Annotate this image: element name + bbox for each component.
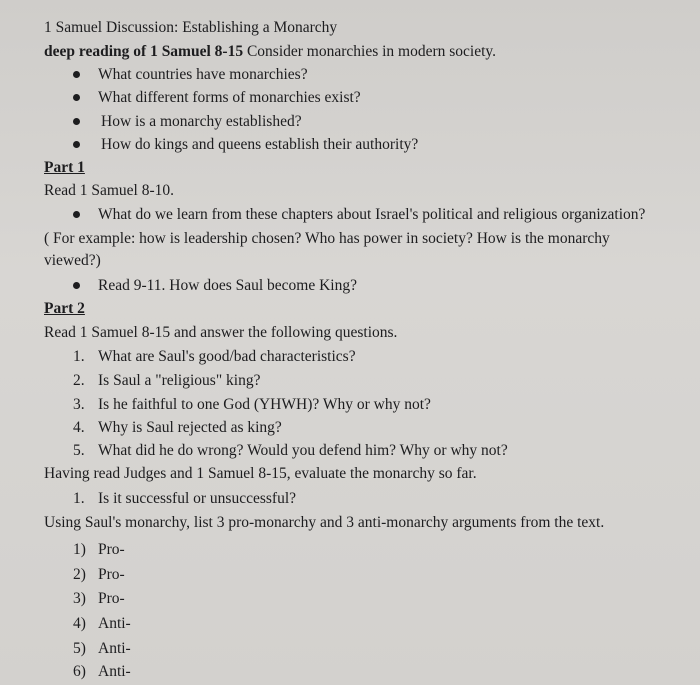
intro-line [44, 42, 496, 62]
bullet-icon [73, 118, 80, 125]
argument-number: 1) [73, 541, 86, 558]
argument-number: 5) [73, 640, 86, 657]
argument-item: Anti- [98, 640, 131, 657]
question-text: Is it successful or unsuccessful? [98, 490, 297, 507]
intro-bullet: How do kings and queens establish their authority? [101, 136, 419, 153]
part1-instruction: Read 1 Samuel 8-10. [44, 182, 175, 199]
intro-bullet: What countries have monarchies? [98, 66, 308, 83]
argument-item: Pro- [98, 566, 125, 583]
argument-item: Pro- [98, 590, 125, 607]
part1-bullet: What do we learn from these chapters about Israel's political and religious organization? [98, 206, 646, 223]
part1-example: ( For example: how is leadership chosen? Who has power in society? How is the monarchy [44, 230, 610, 247]
question-text: What did he do wrong? Would you defend him? Why or why not? [98, 442, 508, 459]
question-text: Is he faithful to one God (YHWH)? Why or why not? [98, 396, 431, 413]
question-text: What are Saul's good/bad characteristics? [98, 348, 356, 365]
bullet-icon [73, 94, 80, 101]
question-number: 1. [73, 348, 85, 365]
intro-bullet: What different forms of monarchies exist? [98, 89, 361, 106]
question-number: 3. [73, 396, 85, 413]
part1-example: viewed?) [44, 252, 101, 269]
argument-number: 3) [73, 590, 86, 607]
question-text: Is Saul a "religious" king? [98, 372, 261, 389]
argument-number: 6) [73, 663, 86, 680]
question-number: 1. [73, 490, 85, 507]
argument-number: 4) [73, 615, 86, 632]
bullet-icon [73, 71, 80, 78]
question-number: 4. [73, 419, 85, 436]
bullet-icon [73, 141, 80, 148]
question-text: Why is Saul rejected as king? [98, 419, 282, 436]
bullet-icon [73, 282, 80, 289]
arguments-prompt: Using Saul's monarchy, list 3 pro-monarchy and 3 anti-monarchy arguments from the text. [44, 514, 605, 531]
argument-item: Pro- [98, 541, 125, 558]
bullet-icon [73, 211, 80, 218]
intro-rest: Consider monarchies in modern society. [243, 43, 497, 60]
argument-item: Anti- [98, 615, 131, 632]
document-title: 1 Samuel Discussion: Establishing a Monarchy [44, 19, 338, 36]
argument-item: Anti- [98, 663, 131, 680]
intro-lead: deep reading of 1 Samuel 8-15 [44, 43, 244, 60]
question-number: 5. [73, 442, 85, 459]
part1-heading: Part 1 [44, 159, 85, 176]
argument-number: 2) [73, 566, 86, 583]
intro-bullet: How is a monarchy established? [101, 113, 302, 130]
evaluate-prompt: Having read Judges and 1 Samuel 8-15, evaluate the monarchy so far. [44, 465, 477, 482]
question-number: 2. [73, 372, 85, 389]
part2-instruction: Read 1 Samuel 8-15 and answer the following questions. [44, 324, 398, 341]
part1-bullet: Read 9-11. How does Saul become King? [98, 277, 357, 294]
part2-heading: Part 2 [44, 300, 85, 317]
